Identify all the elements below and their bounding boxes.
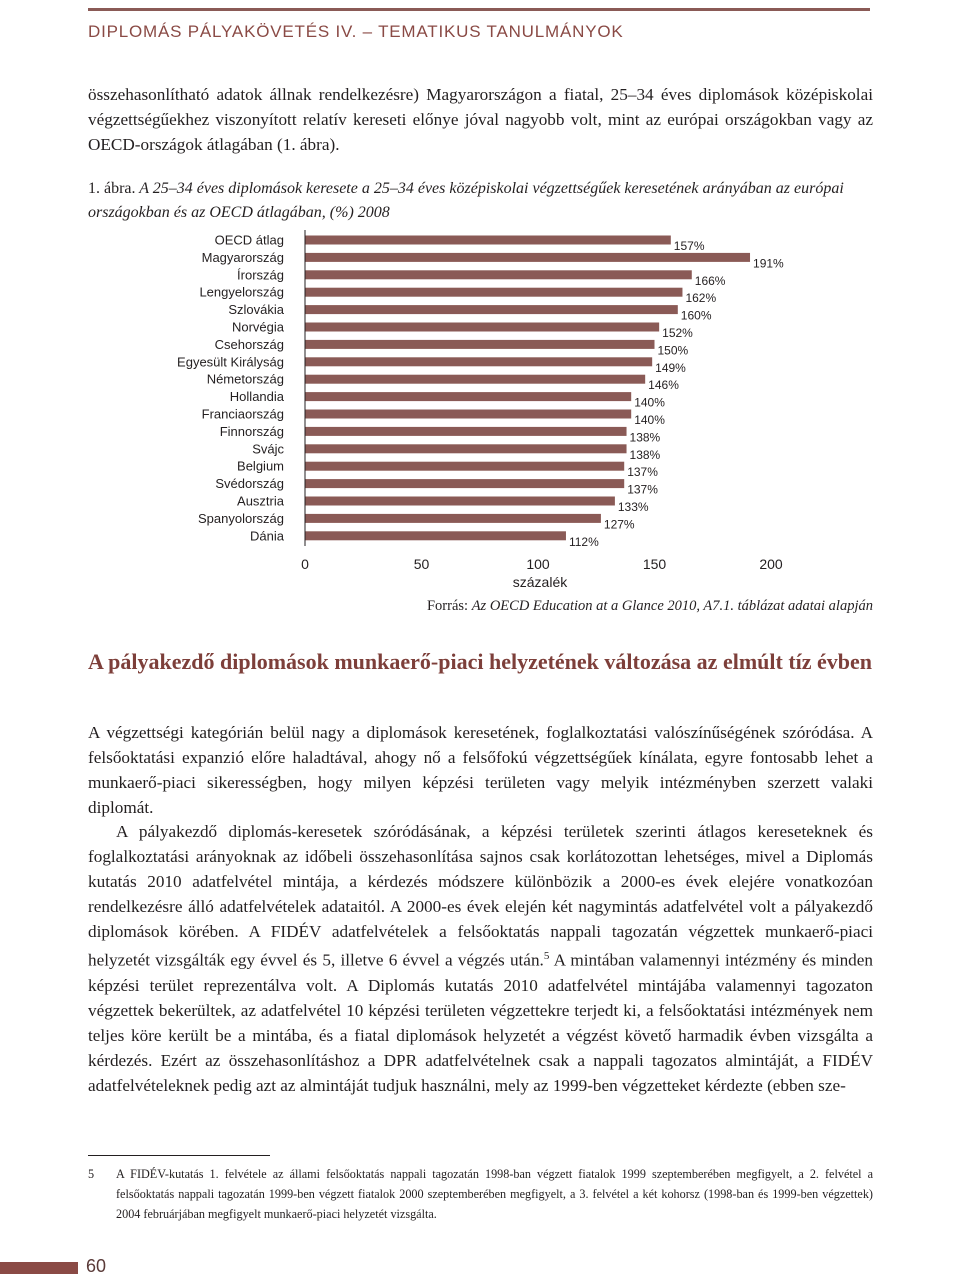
page-number: 60 xyxy=(86,1256,107,1276)
bar xyxy=(305,375,645,384)
body-paragraph-2-part-2: A mintában valamennyi intézmény és minden képzési terület reprezentálva volt. A Diplomás kutatás 2010 adatfelvétel mintájába valamennyi tagozaton végzettek bekerültek, az adatfelvétel 10 képzési területen végzettekre terjedt ki, a felsőoktatási intézmények nem teljes köre került be a mintába, és a fiatal diplomások helyzetét a végzést követő harmadik évben vizsgálta a kérdezés. Ezért az összehasonlításhoz a DPR adatfelvételnek csak a nappali tagozatos almintáját, a FIDÉV adatfelvételeknek pedig azt az almintáját tudjuk használni, mely az 1999-ben végzetteket kérdezte (ebben sze- xyxy=(88,950,873,1095)
value-label: 140% xyxy=(634,413,665,427)
bar xyxy=(305,305,678,314)
footnote-text: A FIDÉV-kutatás 1. felvétele az állami felsőoktatás nappali tagozatán 1998-ban végzett fiatalok 1999 szeptemberében megfigyelt, a 2. felvétel a felsőoktatás nappali tagozatán 1999-ben végzett fiatalok 2000 szeptemberében megfigyelt, a 3. felvétel a két kohorsz (1998-ban és 1999-ben végzettek) 2004 februárjában megfigyelt munkaerő-piaci helyzetét vizsgálta. xyxy=(116,1167,873,1221)
bar xyxy=(305,479,624,488)
footnote xyxy=(88,1164,873,1224)
bar xyxy=(305,444,627,453)
page-number-bar xyxy=(0,1262,78,1274)
category-label: Ausztria xyxy=(237,493,284,509)
footnote-rule xyxy=(88,1155,270,1156)
value-label: 160% xyxy=(680,308,712,323)
figure-caption xyxy=(88,177,873,225)
category-label: Írország xyxy=(237,267,284,283)
bar xyxy=(305,410,631,419)
category-label: Hollandia xyxy=(229,389,284,405)
value-label: 191% xyxy=(753,256,784,271)
category-label: Csehország xyxy=(214,336,284,352)
value-label: 112% xyxy=(568,534,599,549)
value-label: 140% xyxy=(634,395,665,410)
footnote-reference[interactable]: 5 xyxy=(543,950,550,962)
x-tick-label: 100 xyxy=(526,556,550,572)
running-title: DIPLOMÁS PÁLYAKÖVETÉS IV. – TEMATIKUS TANULMÁNYOK xyxy=(88,22,624,41)
bar xyxy=(305,392,631,401)
bar xyxy=(305,253,750,262)
category-label: Spanyolország xyxy=(198,510,284,526)
header-rule xyxy=(88,8,870,11)
value-label: 149% xyxy=(655,360,686,375)
bar xyxy=(305,514,601,523)
bars xyxy=(305,236,750,541)
bar xyxy=(305,531,566,540)
body-paragraph-1: A végzettségi kategórián belül nagy a diplomások keresetének, foglalkoztatási valószínűségének szóródása. A felsőoktatási expanzió előre haladtával, ahogy nő a felsőfokú végzettségűek kínálata, egyre fontosabb lehet a munkaerő-piaci sikerességben, hogy milyen képzési területen vagy melyik intézményben szerzett valaki diplomát. xyxy=(88,723,873,817)
bar xyxy=(305,270,692,279)
source-prefix: Forrás: xyxy=(426,598,469,614)
category-label: Németország xyxy=(206,371,284,387)
value-label: 166% xyxy=(694,273,726,288)
bar xyxy=(305,323,659,332)
value-label: 138% xyxy=(629,447,661,462)
bar-chart xyxy=(0,228,960,593)
value-label: 137% xyxy=(627,465,658,480)
category-label: Svájc xyxy=(252,441,284,457)
category-label: Szlovákia xyxy=(228,302,284,318)
body-paragraph-2 xyxy=(88,819,873,1098)
figure-label: 1. ábra. xyxy=(88,180,136,197)
bar xyxy=(305,288,682,297)
category-label: Svédország xyxy=(215,476,284,492)
category-labels xyxy=(177,233,285,544)
category-label: Dánia xyxy=(250,528,284,544)
category-label: OECD átlag xyxy=(214,232,284,248)
x-axis-label: százalék xyxy=(512,574,568,590)
bar xyxy=(305,357,652,366)
x-tick-label: 150 xyxy=(642,556,667,572)
value-label: 157% xyxy=(673,239,705,253)
value-label: 127% xyxy=(603,517,635,532)
source-text: Az OECD Education at a Glance 2010, A7.1. táblázat adatai alapján xyxy=(471,598,873,614)
category-label: Franciaország xyxy=(201,406,284,422)
category-label: Belgium xyxy=(237,458,284,474)
x-axis-ticks xyxy=(301,556,783,572)
bar xyxy=(305,462,624,471)
section-heading: A pályakezdő diplomások munkaerő-piaci helyzetének változása az elmúlt tíz évben xyxy=(88,649,873,674)
figure-source xyxy=(418,598,873,615)
value-label: 138% xyxy=(629,430,661,445)
x-tick-label: 50 xyxy=(413,556,430,572)
category-label: Lengyelország xyxy=(199,284,284,300)
bar xyxy=(305,236,671,245)
figure-title: A 25–34 éves diplomások keresete a 25–34 éves középiskolai végzettségűek keresetének arányában az európai országokban és az OECD átlagában, (%) 2008 xyxy=(88,180,844,221)
intro-paragraph: összehasonlítható adatok állnak rendelkezésre) Magyarországon a fiatal, 25–34 éves diplomások középiskolai végzettségűekhez viszonyított relatív kereseti előnye jóval nagyobb volt, mint az európai országokban vagy az OECD-országok átlagában (1. ábra). xyxy=(88,85,873,154)
x-tick-label: 0 xyxy=(301,556,309,572)
bar xyxy=(305,340,655,349)
value-label: 150% xyxy=(657,343,689,358)
value-label: 146% xyxy=(648,378,679,393)
value-label: 162% xyxy=(685,291,717,306)
body-paragraph-2-part-1: A pályakezdő diplomás-keresetek szóródásának, a képzési területek szerinti átlagos kereseteknek és foglalkoztatási arányoknak az időbeli összehasonlítása sajnos csak korlátozottan lehetséges, mivel a Diplomás kutatás 2010 adatfelvétel mintája, a kérdezés módszere különbözik a 2000-es évek elejére vonatkozóan rendelkezésre álló adatfelvételek adataitól. A 2000-es évek elején két nagymintás adatfelvétel volt a pályakezdő diplomások körében. A FIDÉV adatfelvételek a felsőoktatás nappali tagozatán végzettek munkaerő-piaci helyzetét vizsgálták egy évvel és 5, illetve 6 évvel a végzés után. xyxy=(88,822,873,970)
bar xyxy=(305,427,627,436)
value-label: 137% xyxy=(627,482,658,497)
footnote-number: 5 xyxy=(88,1167,95,1181)
category-label: Egyesült Királyság xyxy=(177,354,284,370)
x-tick-label: 200 xyxy=(759,556,783,572)
category-label: Norvégia xyxy=(231,319,284,335)
value-label: 152% xyxy=(662,326,693,340)
category-label: Finnország xyxy=(219,423,284,439)
bar xyxy=(305,497,615,506)
category-label: Magyarország xyxy=(201,249,284,265)
value-label: 133% xyxy=(617,500,649,514)
